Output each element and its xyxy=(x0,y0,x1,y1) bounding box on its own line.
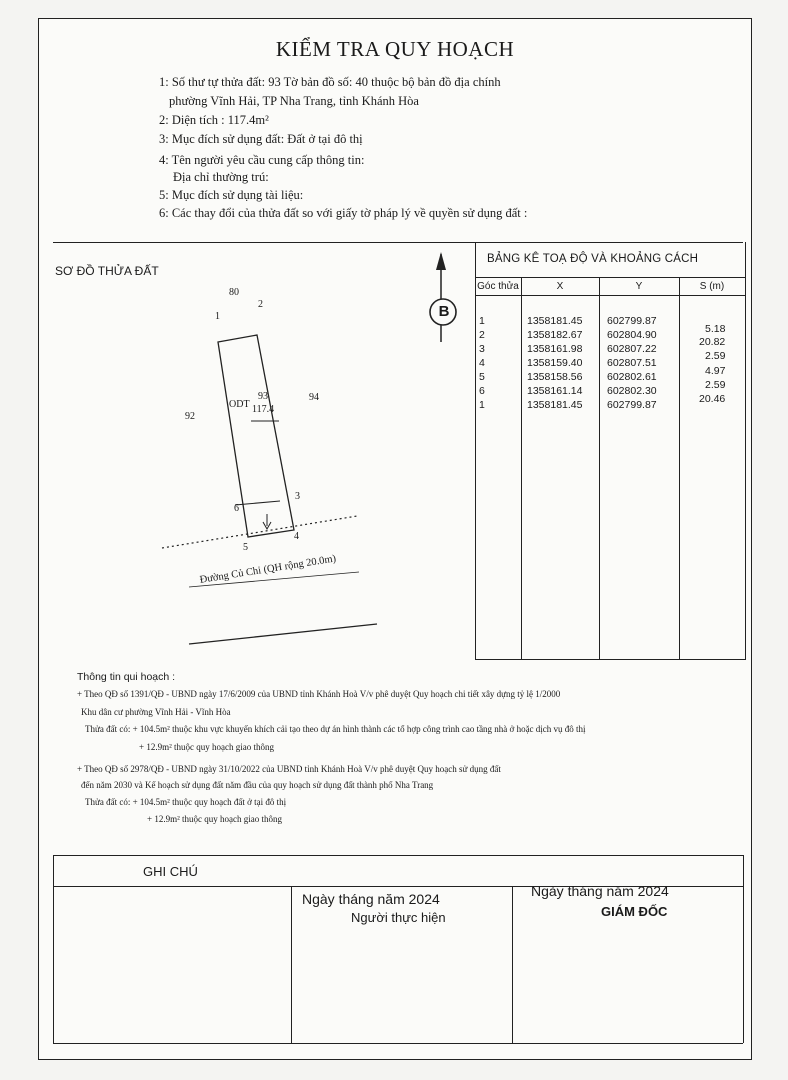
col-header-s: S (m) xyxy=(699,281,725,292)
row-corner: 4 xyxy=(479,357,485,369)
row-x: 1358182.67 xyxy=(527,329,583,341)
parcel-number: 93 xyxy=(258,391,268,402)
row-y: 602807.22 xyxy=(607,343,657,355)
row-x: 1358181.45 xyxy=(527,399,583,411)
footer-divider-1 xyxy=(291,886,292,1043)
point-label-5: 5 xyxy=(243,542,248,553)
neighbor-left: 92 xyxy=(185,411,195,422)
footer-left-border xyxy=(53,855,54,1043)
table-header-rule xyxy=(475,295,745,296)
document-sheet xyxy=(38,18,752,1060)
distance-value: 20.46 xyxy=(699,393,726,405)
road-edge-bottom xyxy=(189,624,377,644)
planning-p2: + Theo QĐ số 2978/QĐ - UBND ngày 31/10/2022 của UBND tỉnh Khánh Hoà V/v phê duyệt Quy hoạch sử dụng đất xyxy=(77,764,501,774)
section-divider xyxy=(53,242,743,243)
table-heading-rule xyxy=(475,277,745,278)
row-corner: 5 xyxy=(479,371,485,383)
point-label-2: 2 xyxy=(258,299,263,310)
footer-bottom-rule xyxy=(53,1043,743,1044)
table-col-divider-3 xyxy=(679,277,680,660)
date-right: Ngày tháng năm 2024 xyxy=(531,883,669,899)
footer-right-border xyxy=(743,855,744,1043)
note-label: GHI CHÚ xyxy=(143,864,198,879)
point-label-3: 3 xyxy=(295,491,300,502)
info-line-5: 5: Mục đích sử dụng tài liệu: xyxy=(159,188,304,202)
page-title: KIỂM TRA QUY HOẠCH xyxy=(275,37,515,61)
point-label-4: 4 xyxy=(294,531,299,542)
info-line-4: 4: Tên người yêu cầu cung cấp thông tin: xyxy=(159,153,365,167)
table-right-border xyxy=(745,242,746,660)
info-line-1b: phường Vĩnh Hải, TP Nha Trang, tỉnh Khánh Hòa xyxy=(169,94,419,108)
neighbor-top: 80 xyxy=(229,287,239,298)
north-arrow-head xyxy=(436,252,446,270)
table-col-divider-2 xyxy=(599,277,600,660)
footer-divider-2 xyxy=(512,886,513,1043)
row-corner: 1 xyxy=(479,399,485,411)
signer-left: Người thực hiện xyxy=(351,910,446,925)
distance-value: 4.97 xyxy=(705,365,726,377)
date-left: Ngày tháng năm 2024 xyxy=(302,891,440,907)
planning-p2c: Thửa đất có: + 104.5m² thuộc quy hoạch đất ở tại đô thị xyxy=(85,797,287,807)
distance-value: 5.18 xyxy=(705,323,726,335)
distance-value: 2.59 xyxy=(705,379,726,391)
col-header-y: Y xyxy=(635,281,643,292)
planning-p1c: Thửa đất có: + 104.5m² thuộc khu vực khuyến khích cải tạo theo dự án hình thành các tổ hợp công trình cao tầng nhà ở hoặc dịch vụ đô thị xyxy=(85,724,586,734)
distance-value: 20.82 xyxy=(699,336,726,348)
signer-right: GIÁM ĐỐC xyxy=(601,904,668,919)
row-y: 602802.30 xyxy=(607,385,657,397)
table-col-divider-1 xyxy=(521,277,522,660)
row-y: 602804.90 xyxy=(607,329,657,341)
north-label: B xyxy=(438,303,450,320)
point-label-6: 6 xyxy=(234,503,239,514)
col-header-x: X xyxy=(556,281,564,292)
row-corner: 2 xyxy=(479,329,485,341)
row-y: 602807.51 xyxy=(607,357,657,369)
row-x: 1358158.56 xyxy=(527,371,583,383)
row-x: 1358161.14 xyxy=(527,385,583,397)
table-left-border xyxy=(475,242,476,660)
row-x: 1358159.40 xyxy=(527,357,583,369)
row-corner: 1 xyxy=(479,315,485,327)
planning-line xyxy=(162,516,357,548)
row-x: 1358161.98 xyxy=(527,343,583,355)
planning-heading: Thông tin qui hoạch : xyxy=(77,671,176,683)
table-bottom-rule xyxy=(475,659,745,660)
row-x: 1358181.45 xyxy=(527,315,583,327)
row-corner: 6 xyxy=(479,385,485,397)
point-label-1: 1 xyxy=(215,311,220,322)
planning-p2d: + 12.9m² thuộc quy hoạch giao thông xyxy=(147,814,283,824)
row-corner: 3 xyxy=(479,343,485,355)
distance-value: 2.59 xyxy=(705,350,726,362)
col-header-corner: Góc thửa xyxy=(477,281,519,292)
diagram-heading: SƠ ĐỒ THỬA ĐẤT xyxy=(55,264,159,278)
info-line-2: 2: Diện tích : 117.4m² xyxy=(159,113,269,127)
info-line-3: 3: Mục đích sử dụng đất: Đất ở tại đô thị xyxy=(159,132,363,146)
road-label: Đường Củ Chi (QH rộng 20.0m) xyxy=(199,553,337,586)
parcel-area: 117.4 xyxy=(252,404,275,415)
table-heading: BẢNG KÊ TOẠ ĐỘ VÀ KHOẢNG CÁCH xyxy=(487,253,699,265)
parcel-code: ODT xyxy=(229,399,250,410)
row-y: 602799.87 xyxy=(607,399,657,411)
info-line-6: 6: Các thay đổi của thửa đất so với giấy tờ pháp lý về quyền sử dụng đất : xyxy=(159,206,528,220)
info-line-1: 1: Số thư tự thửa đất: 93 Tờ bản đồ số: 40 thuộc bộ bản đồ địa chính xyxy=(159,75,501,89)
parcel-outline xyxy=(218,335,294,537)
row-y: 602802.61 xyxy=(607,371,657,383)
planning-p1b: Khu dân cư phường Vĩnh Hải - Vĩnh Hòa xyxy=(81,707,231,717)
row-y: 602799.87 xyxy=(607,315,657,327)
planning-p1d: + 12.9m² thuộc quy hoạch giao thông xyxy=(139,742,275,752)
planning-p2b: đến năm 2030 và Kế hoạch sử dụng đất năm đầu của quy hoạch sử dụng đất thành phố Nha Trang xyxy=(81,780,434,790)
info-line-4b: Địa chỉ thường trú: xyxy=(173,170,269,184)
footer-top-rule xyxy=(53,855,743,856)
planning-p1: + Theo QĐ số 1391/QĐ - UBND ngày 17/6/2009 của UBND tỉnh Khánh Hoà V/v phê duyệt Quy hoạch chi tiết xây dựng tỷ lệ 1/2000 xyxy=(77,689,561,699)
boundary-3-6 xyxy=(235,501,280,505)
neighbor-right: 94 xyxy=(309,392,319,403)
